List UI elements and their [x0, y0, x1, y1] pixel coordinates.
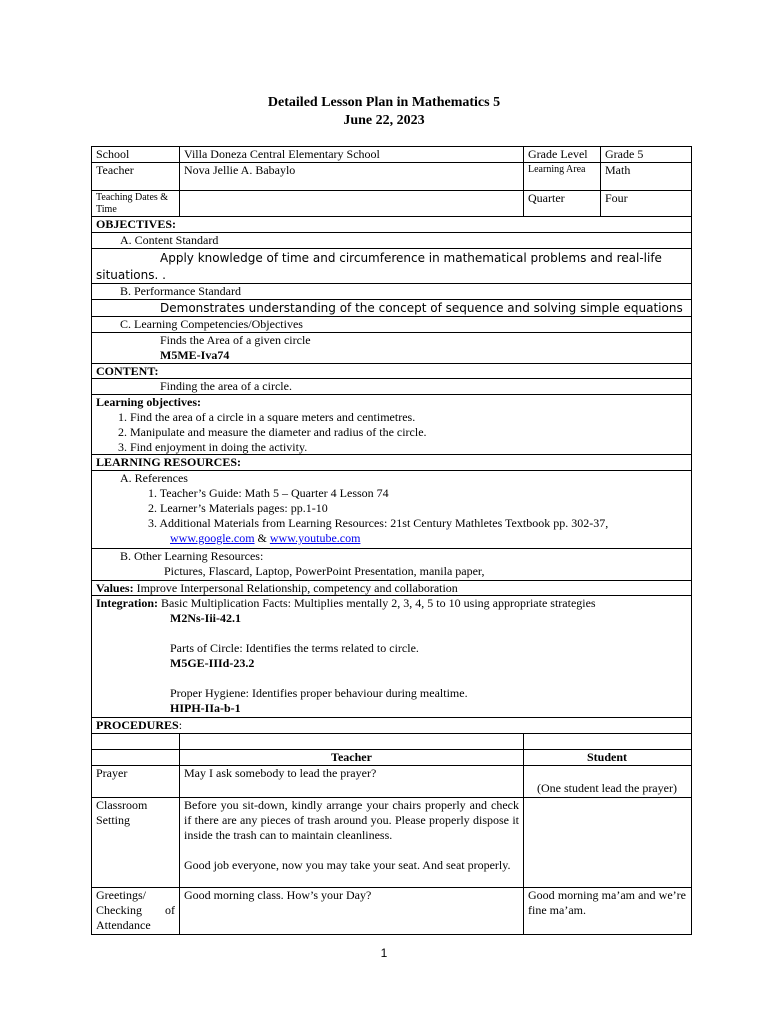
learning-area-value: Math: [605, 163, 631, 177]
dates-value: [180, 191, 524, 216]
classroom-setting-teacher-2: Good job everyone, now you may take your seat. And seat properly.: [184, 858, 511, 872]
learning-objective-1: 1. Find the area of a circle in a square meters and centimetres.: [118, 410, 416, 424]
integration-text-1: Basic Multiplication Facts: Multiplies mentally 2, 3, 4, 5 to 10 using appropriate strategies: [158, 596, 596, 610]
student-column-header: Student: [586, 750, 627, 764]
prayer-teacher: May I ask somebody to lead the prayer?: [180, 766, 524, 797]
integration-code-3: HIPH-IIa-b-1: [170, 701, 241, 715]
prayer-label: Prayer: [92, 766, 180, 797]
integration-code-1: M2Ns-Iii-42.1: [170, 611, 241, 625]
references-label: A. References: [120, 471, 188, 485]
resources-heading: LEARNING RESOURCES:: [92, 455, 692, 471]
content-standard-text: Apply knowledge of time and circumference in mathematical problems and real-life situations. .: [92, 249, 692, 284]
school-value: Villa Doneza Central Elementary School: [180, 147, 524, 162]
learning-objective-2: 2. Manipulate and measure the diameter and radius of the circle.: [118, 425, 427, 439]
grade-level-value: Grade 5: [605, 147, 644, 161]
content-text: Finding the area of a circle.: [92, 379, 692, 395]
quarter-value: Four: [605, 191, 628, 205]
lesson-plan-table: [91, 146, 692, 935]
youtube-link[interactable]: www.youtube.com: [269, 531, 361, 545]
objectives-heading: OBJECTIVES:: [92, 217, 692, 233]
greetings-teacher: Good morning class. How’s your Day?: [180, 888, 524, 934]
content-heading: CONTENT:: [92, 364, 692, 379]
reference-2: 2. Learner’s Materials pages: pp.1-10: [148, 501, 328, 515]
performance-standard-label: B. Performance Standard: [92, 284, 692, 300]
competency-code: M5ME-Iva74: [160, 348, 230, 362]
document-title: Detailed Lesson Plan in Mathematics 5: [267, 95, 501, 110]
competencies-label: C. Learning Competencies/Objectives: [92, 317, 692, 333]
document-date: June 22, 2023: [343, 113, 425, 128]
values-text: Improve Interpersonal Relationship, competency and collaboration: [133, 581, 458, 595]
other-resources-text: Pictures, Flascard, Laptop, PowerPoint Presentation, manila paper,: [164, 564, 485, 578]
classroom-setting-label: Classroom Setting: [92, 798, 180, 887]
values-label: Values:: [96, 581, 134, 595]
reference-1: 1. Teacher’s Guide: Math 5 – Quarter 4 Lesson 74: [148, 486, 389, 500]
procedures-colon: :: [178, 718, 183, 732]
google-link[interactable]: www.google.com: [170, 531, 255, 545]
grade-level-label: Grade Level: [524, 147, 601, 162]
quarter-label: Quarter: [524, 191, 601, 216]
learning-objective-3: 3. Find enjoyment in doing the activity.: [118, 440, 308, 454]
content-standard-label: A. Content Standard: [92, 233, 692, 249]
teacher-value: Nova Jellie A. Babaylo: [180, 163, 524, 190]
greetings-label: Greetings/ Checking of Attendance: [92, 888, 180, 934]
teacher-column-header: Teacher: [180, 750, 524, 765]
classroom-setting-teacher: Before you sit-down, kindly arrange your chairs properly and check if there are any pieces of trash around you. Please properly dispose it inside the trash can to maintain cleanliness.: [184, 798, 519, 842]
integration-text-2: Parts of Circle: Identifies the terms related to circle.: [170, 641, 419, 655]
integration-text-3: Proper Hygiene: Identifies proper behaviour during mealtime.: [170, 686, 468, 700]
teacher-label: Teacher: [92, 163, 180, 190]
link-separator: &: [254, 531, 270, 545]
greetings-student: Good morning ma’am and we’re fine ma’am.: [528, 888, 686, 917]
other-resources-label: B. Other Learning Resources:: [120, 549, 264, 563]
reference-3: 3. Additional Materials from Learning Resources: 21st Century Mathletes Textbook pp. 302-37,: [148, 516, 609, 530]
dates-label: Teaching Dates & Time: [92, 191, 180, 216]
performance-standard-text: Demonstrates understanding of the concept of sequence and solving simple equations: [92, 300, 692, 317]
classroom-setting-student: [524, 798, 690, 887]
procedures-heading: PROCEDURES: [96, 718, 179, 732]
learning-objectives-heading: Learning objectives:: [96, 395, 201, 409]
school-label: School: [92, 147, 180, 162]
integration-label: Integration:: [96, 596, 158, 610]
learning-area-label: Learning Area: [524, 163, 601, 190]
competency-text: Finds the Area of a given circle: [160, 333, 311, 347]
page-number: 1: [380, 946, 388, 960]
prayer-student: (One student lead the prayer): [537, 781, 677, 795]
integration-code-2: M5GE-IIId-23.2: [170, 656, 255, 670]
